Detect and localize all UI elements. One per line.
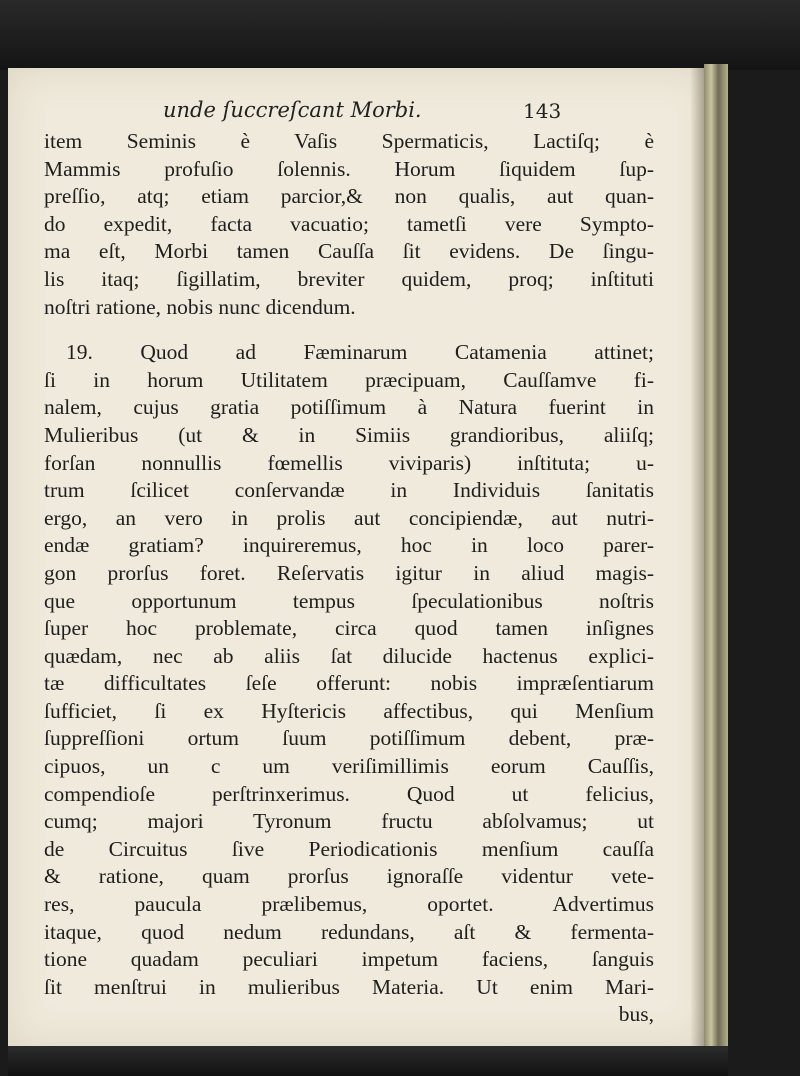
text-line: que opportunum tempus ſpeculationibus noſtris bbox=[44, 588, 654, 613]
text-line: 19. Quod ad Fæminarum Catamenia attinet; bbox=[66, 340, 654, 365]
text-line: ſuppreſſioni ortum ſuum potiſſimum debent, præ- bbox=[44, 726, 654, 751]
text-line: compendioſe perſtrinxerimus. Quod ut felicius, bbox=[44, 781, 654, 806]
paragraph-2 bbox=[44, 339, 654, 1029]
paragraph-1 bbox=[44, 128, 654, 321]
text-line: ſuper hoc problemate, circa quod tamen inſignes bbox=[44, 616, 654, 641]
text-line: preſſio, atq; etiam parcior,& non qualis, aut quan- bbox=[44, 184, 654, 209]
text-line: noſtri ratione, nobis nunc dicendum. bbox=[44, 294, 356, 319]
text-line: item Seminis è Vaſis Spermaticis, Lactiſq; è bbox=[44, 129, 654, 153]
text-line: gon prorſus foret. Reſervatis igitur in aliud magis- bbox=[44, 560, 654, 585]
paragraph-gap bbox=[44, 321, 654, 339]
text-line: quædam, nec ab aliis ſat dilucide hactenus explici- bbox=[44, 643, 654, 668]
book-spread-background bbox=[0, 0, 800, 70]
text-line: ſit menſtrui in mulieribus Materia. Ut enim Mari- bbox=[44, 974, 654, 999]
text-line: do expedit, facta vacuatio; tametſi vere Sympto- bbox=[44, 211, 654, 236]
text-line: ſi in horum Utilitatem præcipuam, Cauſſamve fi- bbox=[44, 367, 654, 392]
catchword: bus, bbox=[618, 1002, 654, 1027]
text-line: tione quadam peculiari impetum faciens, ſanguis bbox=[44, 947, 654, 972]
text-line: Mulieribus (ut & in Simiis grandioribus, aliiſq; bbox=[44, 422, 654, 447]
running-head: unde ſuccreſcant Morbi. bbox=[163, 98, 422, 122]
text-line: trum ſcilicet conſervandæ in Individuis ſanitatis bbox=[44, 478, 654, 503]
page-number: 143 bbox=[523, 99, 562, 123]
page-header bbox=[8, 98, 710, 128]
text-line: tæ difficultates ſeſe offerunt: nobis impræſentiarum bbox=[44, 671, 654, 696]
body-text bbox=[44, 128, 654, 1029]
text-line: res, paucula prælibemus, oportet. Advertimus bbox=[44, 892, 654, 917]
text-line: cipuos, un c um veriſimillimis eorum Cauſſis, bbox=[44, 754, 654, 779]
text-line: ergo, an vero in prolis aut concipiendæ, aut nutri- bbox=[44, 505, 654, 530]
text-line: & ratione, quam prorſus ignoraſſe videntur vete- bbox=[44, 864, 654, 889]
text-line: de Circuitus ſive Periodicationis menſium cauſſa bbox=[44, 836, 654, 861]
text-line: endæ gratiam? inquireremus, hoc in loco parer- bbox=[44, 533, 654, 558]
text-line: Mammis profuſio ſolennis. Horum ſiquidem ſup- bbox=[44, 156, 654, 181]
text-line: ſufficiet, ſi ex Hyſtericis affectibus, qui Menſium bbox=[44, 698, 654, 723]
text-line: lis itaq; ſigillatim, breviter quidem, proq; inſtituti bbox=[44, 266, 654, 291]
bottom-shadow bbox=[8, 1046, 728, 1076]
text-line: forſan nonnullis fœmellis viviparis) inſtituta; u- bbox=[44, 450, 654, 475]
page-stack-edge bbox=[704, 64, 728, 1054]
text-line: nalem, cujus gratia potiſſimum à Natura fuerint in bbox=[44, 395, 654, 420]
text-line: cumq; majori Tyronum fructu abſolvamus; ut bbox=[44, 809, 654, 834]
text-line: itaque, quod nedum redundans, aſt & fermenta- bbox=[44, 919, 654, 944]
text-line: ma eſt, Morbi tamen Cauſſa ſit evidens. De ſingu- bbox=[44, 239, 654, 264]
gutter-shadow bbox=[690, 68, 704, 1046]
